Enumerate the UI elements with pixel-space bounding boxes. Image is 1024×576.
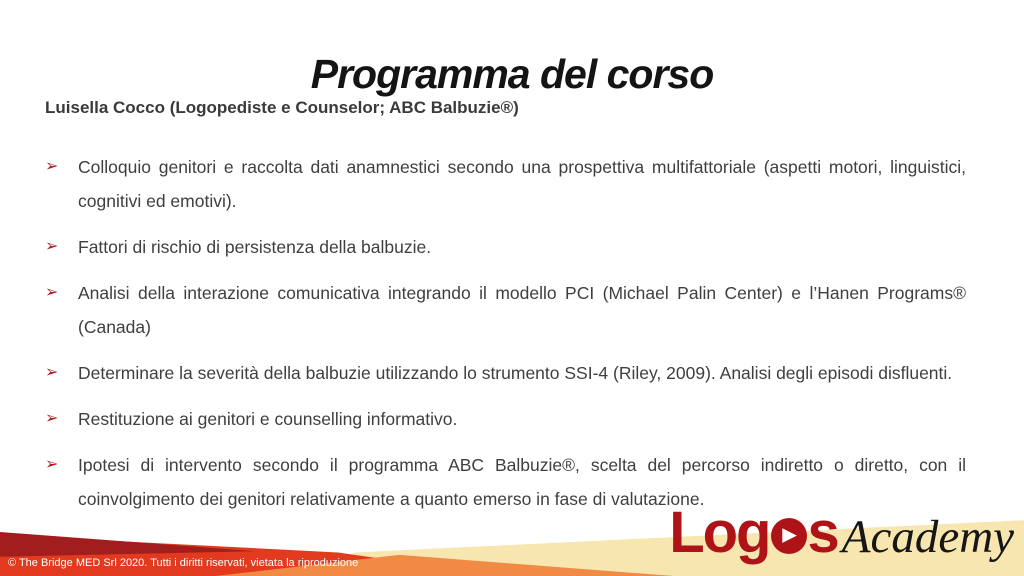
bullet-list bbox=[45, 150, 966, 528]
bullet-text: Colloquio genitori e raccolta dati anamnestici secondo una prospettiva multifattoriale (aspetti motori, linguistici, cognitivi ed emotivi). bbox=[78, 157, 966, 211]
copyright-text: © The Bridge MED Srl 2020. Tutti i diritti riservati, vietata la riproduzione bbox=[8, 557, 359, 569]
bullet-text: Fattori di rischio di persistenza della balbuzie. bbox=[78, 237, 432, 257]
bullet-item bbox=[45, 402, 966, 436]
arrow-bullet-icon: ➢ bbox=[45, 284, 59, 301]
arrow-bullet-icon: ➢ bbox=[45, 158, 59, 175]
slide-title: Programma del corso bbox=[310, 51, 714, 98]
arrow-bullet-icon: ➢ bbox=[45, 456, 59, 473]
bullet-text: Restituzione ai genitori e counselling informativo. bbox=[78, 409, 458, 429]
bullet-text: Analisi della interazione comunicativa integrando il modello PCI (Michael Palin Center) e l’Hanen Programs® (Canada) bbox=[78, 283, 966, 337]
arrow-bullet-icon: ➢ bbox=[45, 364, 59, 381]
bullet-text: Determinare la severità della balbuzie utilizzando lo strumento SSI-4 (Riley, 2009). Analisi degli episodi disfluenti. bbox=[78, 363, 953, 383]
arrow-bullet-icon: ➢ bbox=[45, 238, 59, 255]
bullet-item bbox=[45, 276, 966, 344]
logo-text-logos: Log ▶ s bbox=[669, 500, 838, 565]
bullet-item bbox=[45, 356, 966, 390]
play-icon: ▶ bbox=[771, 518, 807, 554]
bullet-text: Ipotesi di intervento secondo il programma ABC Balbuzie®, scelta del percorso indiretto o diretto, con il coinvolgimento dei genitori relativamente a quanto emerso in fase di valutazione. bbox=[78, 455, 966, 509]
logo-text-academy: Academy bbox=[841, 511, 1014, 563]
slide-subtitle: Luisella Cocco (Logopediste e Counselor; ABC Balbuzie®) bbox=[45, 98, 519, 117]
arrow-bullet-icon: ➢ bbox=[45, 410, 59, 427]
logos-academy-logo bbox=[669, 500, 1014, 565]
bullet-item bbox=[45, 230, 966, 264]
bullet-item bbox=[45, 150, 966, 218]
